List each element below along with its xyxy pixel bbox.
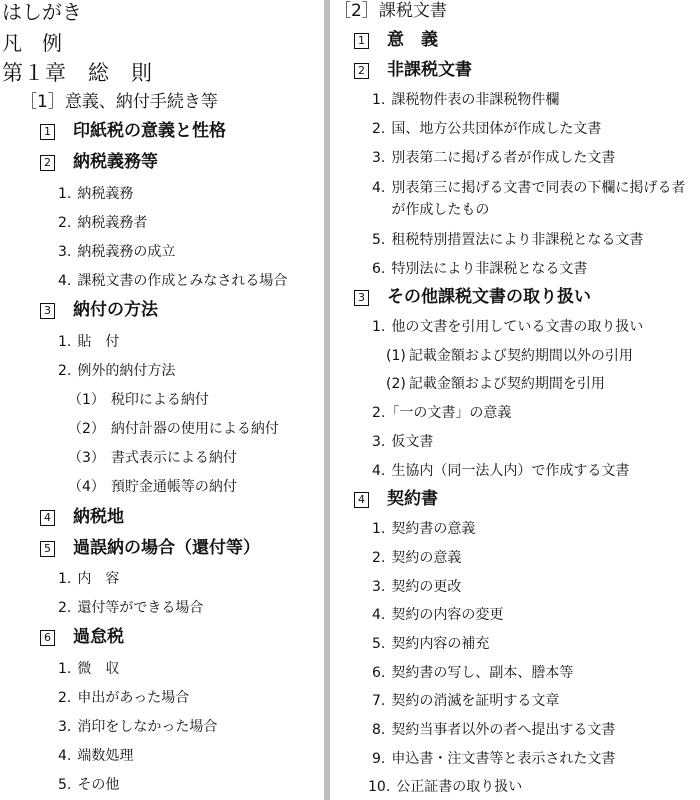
toc-item[interactable]: [58, 187, 133, 201]
subsection-heading[interactable]: [354, 491, 438, 508]
item-number: 1.: [372, 92, 386, 108]
item-number: 3.: [372, 150, 386, 166]
boxed-number: 3: [354, 290, 369, 306]
toc-item[interactable]: [372, 666, 573, 680]
toc-item[interactable]: [372, 151, 615, 165]
item-number: 8.: [372, 722, 386, 738]
toc-right-column: [334, 0, 700, 800]
item-number: 9.: [372, 751, 386, 767]
toc-label: 申出があった場合: [77, 690, 190, 706]
toc-label: 消印をしなかった場合: [77, 719, 218, 735]
toc-item[interactable]: [372, 262, 587, 276]
boxed-number: 4: [354, 492, 369, 508]
item-number: 2.: [372, 405, 386, 421]
item-number: 5.: [372, 636, 386, 652]
toc-item[interactable]: [58, 216, 147, 230]
toc-item[interactable]: [368, 780, 522, 794]
toc-label: 課税物件表の非課税物件欄: [391, 92, 560, 108]
section-heading[interactable]: [334, 3, 447, 20]
item-number: 3.: [372, 579, 386, 595]
toc-label: 「一の文書」の意義: [385, 405, 512, 421]
item-number: 3.: [58, 719, 72, 735]
toc-item[interactable]: [372, 723, 615, 737]
subsection-heading[interactable]: [40, 540, 260, 557]
toc-item[interactable]: [372, 522, 475, 536]
section-heading[interactable]: [20, 94, 218, 111]
item-number: 2.: [58, 363, 72, 379]
toc-label: 納付計器の使用による納付: [110, 421, 279, 437]
toc-label: 契約の内容の変更: [391, 607, 504, 623]
boxed-number: 1: [40, 124, 55, 140]
toc-item[interactable]: [372, 608, 503, 622]
item-number: 7.: [372, 693, 386, 709]
toc-item[interactable]: [58, 691, 189, 705]
toc-label: 契約書: [387, 489, 438, 509]
toc-label: 凡 例: [2, 31, 62, 55]
toc-label: 公正証書の取り扱い: [396, 779, 523, 795]
toc-label: 契約書の意義: [391, 521, 476, 537]
subsection-heading[interactable]: [40, 123, 226, 140]
toc-label: 別表第二に掲げる者が作成した文書: [391, 150, 616, 166]
toc-label: 契約当事者以外の者へ提出する文書: [391, 722, 616, 738]
item-number: 1.: [58, 661, 72, 677]
toc-label: 生協内（同一法人内）で作成する文書: [391, 463, 630, 479]
toc-label: 納税義務等: [73, 152, 158, 172]
boxed-number: 2: [354, 63, 369, 79]
subsection-heading[interactable]: [354, 62, 472, 79]
item-number: （3）: [68, 450, 105, 466]
toc-label: 意 義: [387, 30, 438, 50]
item-number: 2.: [58, 215, 72, 231]
toc-item[interactable]: [372, 406, 511, 420]
toc-item[interactable]: [372, 694, 559, 708]
toc-label: その他課税文書の取り扱い: [387, 287, 591, 307]
toc-item[interactable]: [372, 551, 461, 565]
toc-label: 納税義務: [77, 186, 134, 202]
toc-item[interactable]: [372, 233, 643, 247]
subsection-heading[interactable]: [354, 289, 591, 306]
boxed-number: 1: [354, 33, 369, 49]
toc-item[interactable]: [58, 601, 203, 615]
toc-label: 納税義務の成立: [77, 244, 176, 260]
toc-item[interactable]: [58, 245, 175, 259]
toc-label: 預貯金通帳等の納付: [110, 479, 237, 495]
item-number: 1.: [58, 186, 72, 202]
toc-label: 還付等ができる場合: [77, 600, 204, 616]
subsection-heading[interactable]: [40, 629, 124, 646]
item-number: 1.: [58, 334, 72, 350]
boxed-number: 4: [40, 510, 55, 526]
toc-label: 申込書・注文書等と表示された文書: [391, 751, 616, 767]
boxed-number: 2: [40, 155, 55, 171]
toc-label: 過誤納の場合（還付等）: [73, 538, 260, 558]
toc-label: 端数処理: [77, 748, 134, 764]
toc-label: 税印による納付: [110, 392, 209, 408]
toc-item[interactable]: [372, 93, 559, 107]
column-divider: [324, 0, 330, 800]
toc-label: 租税特別措置法により非課税となる文書: [391, 232, 644, 248]
toc-label: 書式表示による納付: [110, 450, 237, 466]
item-number: 10.: [368, 779, 391, 795]
toc-label: 納税地: [73, 507, 124, 527]
item-number: （1）: [68, 392, 105, 408]
toc-label: 第１章 総 則: [2, 61, 153, 85]
subsection-heading[interactable]: [40, 154, 158, 171]
toc-label: 微 収: [77, 661, 120, 677]
toc-item[interactable]: [372, 637, 489, 651]
item-number: 1.: [58, 571, 72, 587]
toc-label: 契約内容の補充: [391, 636, 490, 652]
toc-label: 契約書の写し、副本、謄本等: [391, 665, 574, 681]
toc-label: 非課税文書: [387, 60, 472, 80]
item-number: 4.: [372, 607, 386, 623]
toc-item[interactable]: [372, 178, 691, 221]
item-number: 2.: [58, 600, 72, 616]
item-number: （2）: [68, 421, 105, 437]
toc-entry-preface[interactable]: [2, 2, 82, 22]
toc-entry-legend[interactable]: [2, 33, 62, 53]
item-number: 2.: [372, 550, 386, 566]
toc-item[interactable]: [58, 335, 119, 349]
boxed-number: 5: [40, 541, 55, 557]
item-number: 6.: [372, 261, 386, 277]
toc-label: 国、地方公共団体が作成した文書: [391, 121, 602, 137]
chapter-heading[interactable]: [2, 63, 153, 84]
toc-item[interactable]: [58, 720, 217, 734]
toc-item[interactable]: [58, 749, 133, 763]
item-number: 3.: [58, 244, 72, 260]
toc-label: ［1］意義、納付手続き等: [20, 92, 218, 112]
subsection-heading[interactable]: [354, 32, 438, 49]
toc-item[interactable]: [372, 435, 433, 449]
item-number: （4）: [68, 479, 105, 495]
item-number: 6.: [372, 665, 386, 681]
toc-subitem[interactable]: [68, 480, 237, 494]
item-number: 5.: [58, 777, 72, 793]
toc-label: 内 容: [77, 571, 120, 587]
item-number: 4.: [372, 180, 386, 196]
toc-label: はしがき: [2, 0, 82, 24]
toc-label: 記載金額および契約期間を引用: [408, 376, 605, 392]
toc-left-column: [0, 0, 322, 800]
toc-item[interactable]: [372, 752, 615, 766]
toc-subitem[interactable]: [386, 377, 605, 391]
item-number: 3.: [372, 434, 386, 450]
item-number: 4.: [58, 273, 72, 289]
toc-label: 納付の方法: [73, 300, 158, 320]
toc-label: 契約の消滅を証明する文章: [391, 693, 560, 709]
toc-subitem[interactable]: [386, 349, 633, 363]
toc-item[interactable]: [372, 464, 629, 478]
toc-item[interactable]: [372, 122, 601, 136]
toc-label: その他: [77, 777, 120, 793]
item-number: (1): [386, 348, 406, 364]
toc-item[interactable]: [372, 580, 461, 594]
boxed-number: 3: [40, 303, 55, 319]
toc-subitem[interactable]: [68, 451, 237, 465]
toc-label: 納税義務者: [77, 215, 148, 231]
toc-label: 貼 付: [77, 334, 120, 350]
boxed-number: 6: [40, 630, 55, 646]
toc-label: 他の文書を引用している文書の取り扱い: [391, 319, 644, 335]
toc-subitem[interactable]: [68, 422, 279, 436]
toc-label: 別表第三に掲げる文書で同表の下欄に掲げる者が作成したもの: [391, 180, 686, 218]
toc-item[interactable]: [58, 364, 175, 378]
item-number: 5.: [372, 232, 386, 248]
item-number: 2.: [58, 690, 72, 706]
toc-item[interactable]: [58, 778, 119, 792]
toc-item[interactable]: [372, 320, 643, 334]
item-number: 1.: [372, 521, 386, 537]
toc-label: 契約の更改: [391, 579, 462, 595]
toc-subitem[interactable]: [68, 393, 209, 407]
item-number: 4.: [372, 463, 386, 479]
item-number: 1.: [372, 319, 386, 335]
item-number: 4.: [58, 748, 72, 764]
toc-label: 課税文書の作成とみなされる場合: [77, 273, 288, 289]
toc-label: 契約の意義: [391, 550, 462, 566]
toc-item[interactable]: [58, 662, 119, 676]
item-number: 2.: [372, 121, 386, 137]
toc-label: 仮文書: [391, 434, 434, 450]
toc-label: 特別法により非課税となる文書: [391, 261, 588, 277]
subsection-heading[interactable]: [40, 302, 158, 319]
toc-item[interactable]: [58, 274, 287, 288]
toc-label: 過怠税: [73, 627, 124, 647]
item-number: (2): [386, 376, 406, 392]
toc-label: ［2］課税文書: [334, 1, 447, 21]
toc-label: 例外的納付方法: [77, 363, 176, 379]
toc-label: 記載金額および契約期間以外の引用: [408, 348, 633, 364]
toc-item[interactable]: [58, 572, 119, 586]
toc-label: 印紙税の意義と性格: [73, 121, 226, 141]
subsection-heading[interactable]: [40, 509, 124, 526]
